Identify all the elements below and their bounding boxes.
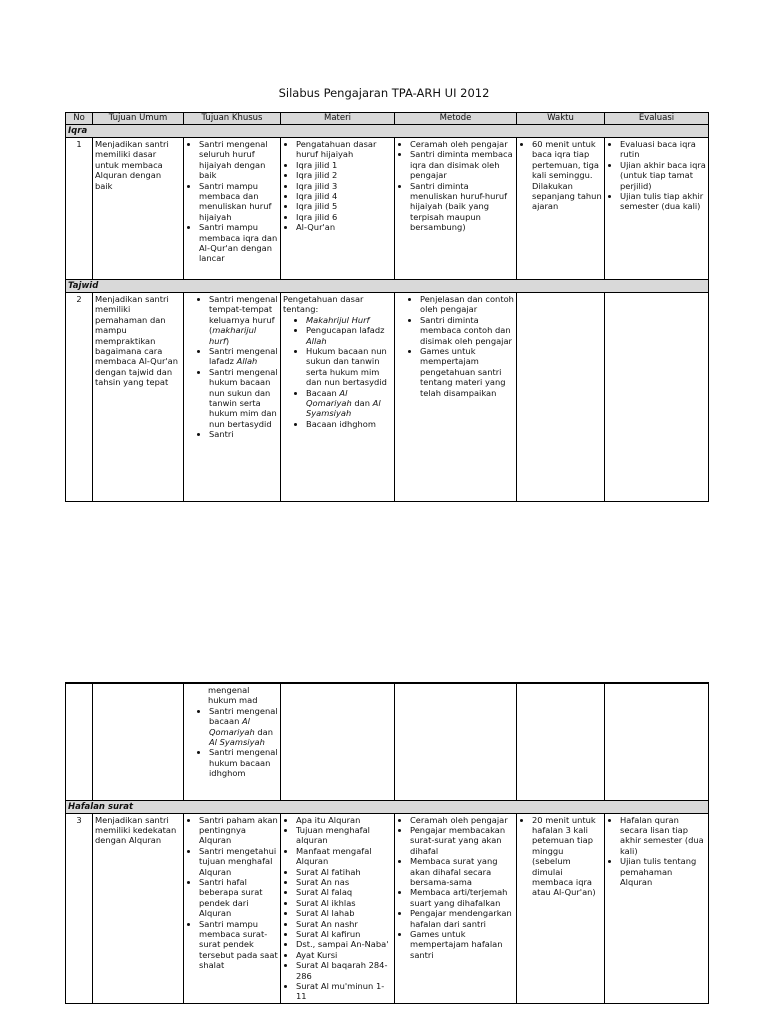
list-item: • Santri mengetahui tujuan menghafal Alquran — [199, 846, 278, 877]
waktu-cell — [517, 293, 605, 502]
list-item: • Ujian tulis tiap akhir semester (dua kali) — [620, 191, 706, 212]
list-item: • Surat Al kafirun — [296, 929, 392, 939]
list-item: • Apa itu Alquran — [296, 815, 392, 825]
list-item — [306, 315, 392, 325]
list-item: • Santri mengenal hukum bacaan idhghom — [209, 747, 278, 778]
waktu-cell — [517, 813, 605, 1003]
list-item: • Santri diminta membaca contoh dan disimak oleh pengajar — [420, 315, 514, 346]
list-item: • Games untuk mempertajam hafalan santri — [410, 929, 514, 960]
list-item: • Santri diminta membaca iqra dan disimak oleh pengajar — [410, 149, 514, 180]
list-item-text: dan — [351, 398, 373, 409]
list-item: • Pengajar membacakan surat-surat yang akan dihafal — [410, 825, 514, 856]
list-item — [209, 706, 278, 748]
list-item: • Iqra jilid 4 — [296, 191, 392, 201]
list-item-text: Santri mengenal bacaan — [209, 705, 278, 727]
list-item: • Ayat Kursi — [296, 950, 392, 960]
header-waktu: Waktu — [517, 113, 605, 125]
header-materi: Materi — [281, 113, 395, 125]
metode-cell — [395, 813, 517, 1003]
list-item: • Hafalan quran secara lisan tiap akhir semester (dua kali) — [620, 815, 706, 857]
header-no: No — [66, 113, 93, 125]
tujuan-khusus-cell — [184, 138, 281, 280]
list-item — [209, 294, 278, 346]
header-evaluasi: Evaluasi — [605, 113, 709, 125]
list-item: • Ujian tulis tentang pemahaman Alquran — [620, 856, 706, 887]
list-item-text-italic: makharijul hurf — [209, 325, 257, 346]
materi-cell — [281, 813, 395, 1003]
evaluasi-cell — [605, 138, 709, 280]
tujuan-umum-cell: Menjadikan santri memiliki pemahaman dan mampu mempraktikan bagaimana cara membaca Al-Qur'an dengan tajwid dan tahsin yang tepat — [93, 293, 184, 502]
list-item: • Surat Al fatihah — [296, 867, 392, 877]
list-item: • Pengatahuan dasar huruf hijaiyah — [296, 139, 392, 160]
row-number — [66, 683, 93, 800]
materi-intro: Pengetahuan dasar tentang: — [283, 294, 364, 315]
list-item: • Dst., sampai An-Naba' — [296, 939, 392, 949]
document-title: Silabus Pengajaran TPA-ARH UI 2012 — [278, 86, 490, 100]
list-item-text-italic: Al Syamsiyah — [209, 737, 265, 748]
list-item: • Ceramah oleh pengajar — [410, 815, 514, 825]
list-item-text-italic: Al Qomariyah — [209, 716, 255, 737]
list-item-text: Santri mengenal lafadz — [209, 346, 278, 367]
header-row — [66, 113, 709, 125]
tujuan-umum-cell — [93, 683, 184, 800]
list-item: • Surat Al lahab — [296, 908, 392, 918]
syllabus-table-page-1 — [65, 112, 709, 502]
list-item: • Ceramah oleh pengajar — [410, 139, 514, 149]
list-item: • Santri hafal beberapa surat pendek dari Alquran — [199, 877, 278, 919]
table-row-tajwid — [66, 293, 709, 502]
list-item: • Membaca arti/terjemah suart yang dihafalkan — [410, 887, 514, 908]
list-item: • Iqra jilid 2 — [296, 170, 392, 180]
row-number: 1 — [66, 138, 93, 280]
tujuan-umum-cell: Menjadikan santri memiliki kedekatan dengan Alquran — [93, 813, 184, 1003]
list-item: • Surat Al ikhlas — [296, 898, 392, 908]
list-item: • Evaluasi baca iqra rutin — [620, 139, 706, 160]
list-item: • Games untuk mempertajam pengetahuan santri tentang materi yang telah disampaikan — [420, 346, 514, 398]
row-number: 3 — [66, 813, 93, 1003]
waktu-cell — [517, 683, 605, 800]
table-row-iqra — [66, 138, 709, 280]
list-item: • Santri mampu membaca iqra dan Al-Qur'an dengan lancar — [199, 222, 278, 264]
list-item-text-italic: Al Qomariyah — [306, 387, 352, 409]
section-label-tajwid: Tajwid — [66, 280, 709, 293]
tujuan-umum-cell: Menjadikan santri memiliki dasar untuk membaca Alquran dengan baik — [93, 138, 184, 280]
section-row-iqra — [66, 125, 709, 138]
section-row-hafalan — [66, 800, 709, 813]
list-item: • Iqra jilid 5 — [296, 201, 392, 211]
list-item: • Surat Al baqarah 284-286 — [296, 960, 392, 981]
list-item: • Santri mampu membaca surat-surat pendek tersebut pada saat shalat — [199, 919, 278, 971]
list-item: • Hukum bacaan nun sukun dan tanwin serta hukum mim dan nun bertasydid — [306, 346, 392, 388]
list-item: • Santri mampu membaca dan menuliskan huruf hijaiyah — [199, 181, 278, 223]
section-label-iqra: Iqra — [66, 125, 709, 138]
list-item: • Surat Al mu'minun 1-11 — [296, 981, 392, 1002]
list-item: • Surat Al falaq — [296, 887, 392, 897]
table-row-hafalan — [66, 813, 709, 1003]
section-row-tajwid — [66, 280, 709, 293]
list-item: • Surat An nashr — [296, 919, 392, 929]
evaluasi-cell — [605, 813, 709, 1003]
waktu-cell — [517, 138, 605, 280]
header-tujuan-umum: Tujuan Umum — [93, 113, 184, 125]
list-item-text-italic: Makahrijul Hurf — [306, 314, 370, 325]
evaluasi-cell — [605, 293, 709, 502]
list-item: • Penjelasan dan contoh oleh pengajar — [420, 294, 514, 315]
metode-cell — [395, 138, 517, 280]
list-item: • 20 menit untuk hafalan 3 kali petemuan tiap minggu (sebelum dimulai membaca iqra atau Al-Qur'an) — [532, 815, 602, 898]
list-item: • Santri mengenal hukum bacaan nun sukun dan tanwin serta hukum mim dan nun bertasydid — [209, 367, 278, 429]
list-item: • Pengajar mendengarkan hafalan dari santri — [410, 908, 514, 929]
list-item-text: ) — [225, 335, 230, 346]
list-item: • 60 menit untuk baca iqra tiap pertemuan, tiga kali seminggu. Dilakukan sepanjang tahun ajaran — [532, 139, 602, 212]
list-item-text: Pengucapan lafadz — [306, 325, 385, 336]
header-tujuan-khusus: Tujuan Khusus — [184, 113, 281, 125]
syllabus-table-page-2 — [65, 682, 709, 1004]
list-item: • Santri — [209, 429, 278, 439]
list-item: • Iqra jilid 6 — [296, 212, 392, 222]
header-metode: Metode — [395, 113, 517, 125]
materi-cell — [281, 138, 395, 280]
evaluasi-cell — [605, 683, 709, 800]
list-item — [209, 346, 278, 367]
list-item-text-italic: Allah — [236, 356, 258, 367]
list-item: • Iqra jilid 3 — [296, 181, 392, 191]
list-item-text: dan — [254, 726, 273, 737]
tujuan-khusus-cell — [184, 683, 281, 800]
section-label-hafalan: Hafalan surat — [66, 800, 709, 813]
tujuan-khusus-cell — [184, 293, 281, 502]
list-item: • Al-Qur'an — [296, 222, 392, 232]
list-item-text: Bacaan — [306, 387, 340, 398]
tujuan-khusus-cell — [184, 813, 281, 1003]
list-item: • Ujian akhir baca iqra (untuk tiap tamat perjilid) — [620, 160, 706, 191]
list-item-text-italic: Allah — [306, 335, 327, 346]
metode-cell — [395, 293, 517, 502]
materi-cell — [281, 293, 395, 502]
list-item: • Santri paham akan pentingnya Alquran — [199, 815, 278, 846]
list-item — [306, 388, 392, 419]
materi-cell — [281, 683, 395, 800]
list-item: • Tujuan menghafal alquran — [296, 825, 392, 846]
list-item — [306, 325, 392, 346]
list-item: • Manfaat mengafal Alquran — [296, 846, 392, 867]
list-item: • Membaca surat yang akan dihafal secara bersama-sama — [410, 856, 514, 887]
list-item: • Iqra jilid 1 — [296, 160, 392, 170]
row-number: 2 — [66, 293, 93, 502]
list-item: • Bacaan idhghom — [306, 419, 392, 429]
list-item-continued: mengenal hukum mad — [208, 685, 258, 706]
list-item: • Santri diminta menuliskan huruf-huruf hijaiyah (baik yang terpisah maupun bersambung) — [410, 181, 514, 233]
metode-cell — [395, 683, 517, 800]
list-item-text: Santri mengenal tempat-tempat keluarnya huruf ( — [209, 294, 278, 336]
list-item-text-italic: Al Syamsiyah — [306, 398, 381, 419]
table-row-tajwid-continued — [66, 683, 709, 800]
list-item: • Surat An nas — [296, 877, 392, 887]
list-item: • Santri mengenal seluruh huruf hijaiyah dengan baik — [199, 139, 278, 181]
